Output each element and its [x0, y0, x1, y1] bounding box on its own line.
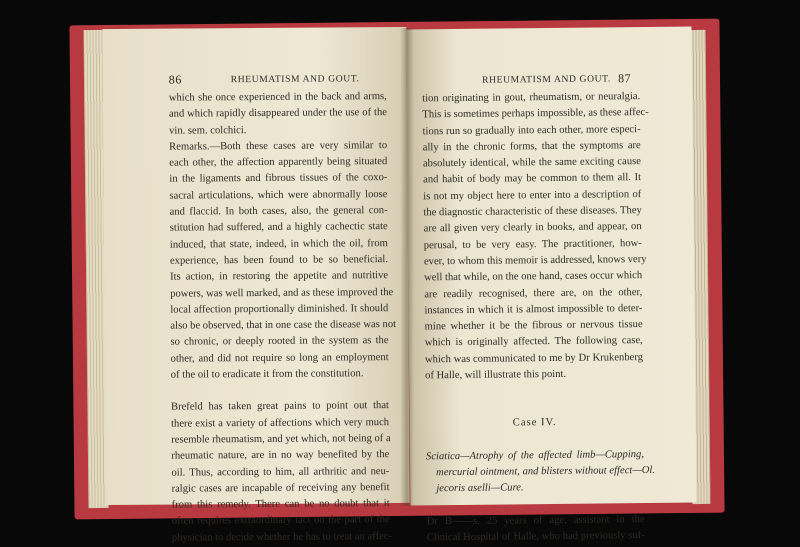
case-heading: Case IV.: [512, 417, 557, 429]
left-page-body: [168, 89, 397, 547]
text-line: Clinical Hospital of Halle, who had previously suf-: [426, 529, 645, 544]
right-page: [406, 27, 697, 544]
text-line: sacral articulations, which were abnormally loose: [169, 188, 388, 202]
text-line: other, and did not require so long an employment: [170, 351, 389, 365]
text-line: from this remedy. There can be no doubt that it: [171, 498, 390, 511]
text-line: which she once experienced in the back and arms,: [168, 91, 387, 104]
left-page: [102, 27, 409, 544]
text-line: of the oil to eradicate it from the constitution.: [170, 368, 364, 381]
right-page-body: [422, 89, 656, 546]
text-line: often requires extraordinary tact on the part of the: [171, 514, 390, 528]
text-line: ralgic cases are incapable of receiving any benefit: [171, 481, 390, 495]
page-number-left: 86: [168, 72, 182, 87]
text-line: Remarks.—Both these cases are very similar to: [169, 139, 388, 153]
text-line: ally in the chronic forms, that the symptoms are: [422, 139, 641, 154]
text-line: in the ligaments and fibrous tissues of the coxo-: [169, 172, 388, 186]
text-line: mine whether it be the fibrous or nervous tissue: [424, 319, 643, 333]
text-line: of Halle, will illustrate this point.: [425, 368, 567, 382]
text-line: physician to decide whether he has to treat an affec-: [171, 530, 393, 544]
text-line: ever, to whom this memoir is addressed, knows very: [423, 253, 647, 268]
text-line: Its action, in restoring the appetite and nutritive: [170, 270, 389, 283]
running-head-left: RHEUMATISM AND GOUT.: [230, 73, 360, 86]
text-line: is not my object here to enter into a description of: [423, 188, 642, 203]
text-line: This is sometimes perhaps impossible, as these affec-: [422, 107, 649, 121]
text-line: so chronic, or deeply rooted in the system as the: [170, 335, 389, 349]
text-line: induced, that state, indeed, in which the oil, from: [169, 237, 388, 251]
text-line: are readily recognised, there are, on the other,: [424, 286, 643, 300]
text-line: there exist a variety of affections which very much: [171, 416, 390, 430]
text-line: resemble rheumatism, and yet which, not being of a: [171, 433, 391, 446]
text-line: stitution had suffered, and a highly cachectic state: [169, 221, 388, 234]
text-line: experience, has been found to be so beneficial.: [169, 254, 388, 267]
text-line: each other, the affection apparently being situated: [169, 156, 388, 169]
text-line: perusal, to be very easy. The practitioner, how-: [423, 237, 642, 252]
text-line: vin. sem. colchici.: [169, 124, 247, 137]
text-line: oil. Thus, according to him, all arthritic and neu-: [171, 465, 390, 479]
text-line: and flaccid. In both cases, also, the general con-: [169, 205, 388, 218]
case-summary-line: Sciatica—Atrophy of the affected limb—Cupping,: [425, 448, 645, 462]
text-line: Brefeld has taken great pains to point out that: [170, 400, 390, 413]
text-line: and habit of body may be common to them all. It: [423, 172, 642, 186]
text-line: tion originating in gout, rheumatism, or neuralgia.: [422, 91, 641, 105]
text-line: local affection proportionally diminished. It should: [170, 302, 389, 316]
text-line: which is originally affected. The following case,: [424, 335, 643, 349]
text-line: are all given very clearly in books, and appear, on: [423, 221, 642, 235]
case-summary-line: mercurial ointment, and blisters without effect—Ol.: [436, 464, 656, 479]
running-head-right: RHEUMATISM AND GOUT.: [481, 73, 611, 86]
case-summary-line: jecoris aselli—Cure.: [436, 482, 524, 495]
text-line: which was communicated to me by Dr Krukenberg: [424, 351, 644, 366]
text-line: instances in which it is almost impossible to deter-: [424, 302, 643, 317]
text-line: powers, was well marked, and as these improved the: [170, 286, 394, 300]
text-line: absolutely identical, while the same exciting cause: [422, 156, 641, 170]
text-line: tions run so gradually into each other, more especi-: [422, 123, 641, 137]
page-number-right: 87: [617, 71, 632, 86]
paragraph-gap: [171, 382, 389, 400]
text-line: also be observed, that in one case the disease was not: [170, 319, 397, 332]
text-line: the diagnostic characteristic of these diseases. They: [423, 205, 642, 219]
text-line: well that while, on the one hand, cases occur which: [424, 270, 643, 284]
text-line: Dr B——s, 25 years of age, assistant in the: [426, 513, 645, 527]
text-line: and which rapidly disappeared under the use of the: [168, 107, 387, 120]
book-gutter: [400, 28, 414, 506]
text-line: rheumatic nature, are in no way benefited by the: [171, 449, 390, 462]
